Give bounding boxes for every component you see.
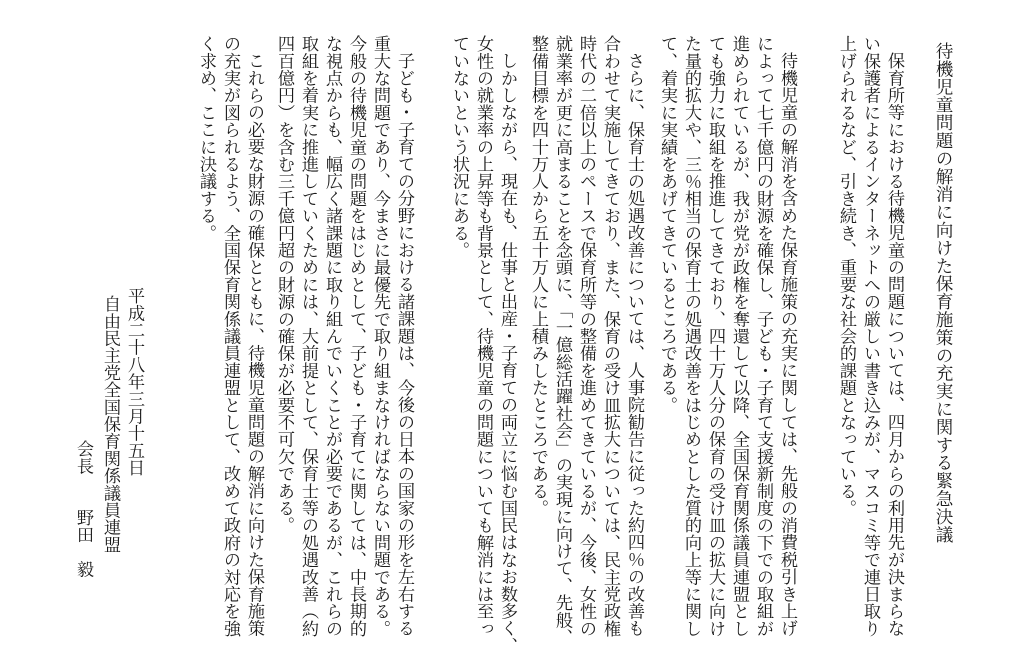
body-line-20: 今般の待機児童の問題をはじめとして、子ども・子育てに関しては、中長期的 (346, 35, 366, 637)
body-line-26: く求め、ここに決議する。 (196, 35, 216, 242)
body-line-14: 整備目標を四十万人から五十万人に上積みしたところである。 (528, 35, 548, 517)
body-line-19: 重大な問題であり、今まさに最優先で取り組まなければならない問題である。 (370, 35, 390, 637)
body-line-21: な視点からも、幅広く諸課題に取り組んでいくことが必要であるが、これらの (322, 35, 342, 637)
body-line-11: 合わせて実施してきており、また、保育の受け皿拡大については、民主党政権 (600, 35, 620, 637)
body-line-3: 上げられるなど、引き続き、重要な社会的課題となっている。 (836, 35, 856, 517)
body-line-9: て、着実に実績をあげてきているところである。 (657, 35, 677, 414)
body-line-12: 時代の二倍以上のペースで保育所等の整備を進めてきているが、今後、女性の (576, 35, 596, 637)
body-line-7: ても強力に取組を推進してきており、四十万人分の保育の受け皿の拡大に向け (705, 35, 725, 638)
body-line-1: 保育所等における待機児童の問題については、四月からの利用先が決まらな (884, 52, 904, 637)
signature-date: 平成二十八年三月十五日 (124, 287, 144, 477)
body-line-18: 子ども・子育ての分野における諸課題は、今後の日本の国家の形を左右する (394, 52, 414, 637)
body-line-2: い保護者によるインターネットへの厳しい書き込みが、マスコミ等で連日取り (860, 35, 880, 637)
body-line-4: 待機児童の解消を含めた保育施策の充実に関しては、先般の消費税引き上げ (777, 52, 797, 637)
body-line-5: によって七千億円の財源を確保し、子ども・子育て支援新制度の下での取組が (753, 35, 773, 637)
body-line-17: ていないという状況にある。 (449, 35, 469, 259)
body-line-10: さらに、保育士の処遇改善については、人事院勧告に従った約四％の改善も (624, 52, 644, 637)
signature-chair: 会長 野田 毅 (73, 440, 93, 578)
body-line-15: しかしながら、現在も、仕事と出産・子育ての両立に悩む国民はなお数多く、 (497, 52, 517, 654)
body-line-22: 取組を着実に推進していくためには、大前提として、保育士等の処遇改善（約 (298, 35, 318, 637)
body-line-25: の充実が図られるよう、全国保育関係議員連盟として、改めて政府の対応を強 (220, 35, 240, 637)
body-line-13: 就業率が更に高まることを念頭に、「一億総活躍社会」の実現に向けて、先般、 (552, 35, 572, 646)
body-line-8: た量的拡大や、三％相当の保育士の処遇改善をはじめとした質的向上等に関し (681, 35, 701, 637)
signature-organization: 自由民主党全国保育関係議員連盟 (100, 295, 120, 553)
document-title: 待機児童問題の解消に向けた保育施策の充実に関する緊急決議 (933, 42, 953, 544)
body-line-23: 四百億円）を含む三千億円超の財源の確保が必要不可欠である。 (274, 35, 294, 534)
body-line-24: これらの必要な財源の確保とともに、待機児童問題の解消に向けた保育施策 (244, 52, 264, 637)
body-line-6: 進められているが、我が党が政権を奪還して以降、全国保育関係議員連盟とし (729, 35, 749, 637)
body-line-16: 女性の就業率の上昇等も背景として、待機児童の問題についても解消には至っ (473, 35, 493, 637)
